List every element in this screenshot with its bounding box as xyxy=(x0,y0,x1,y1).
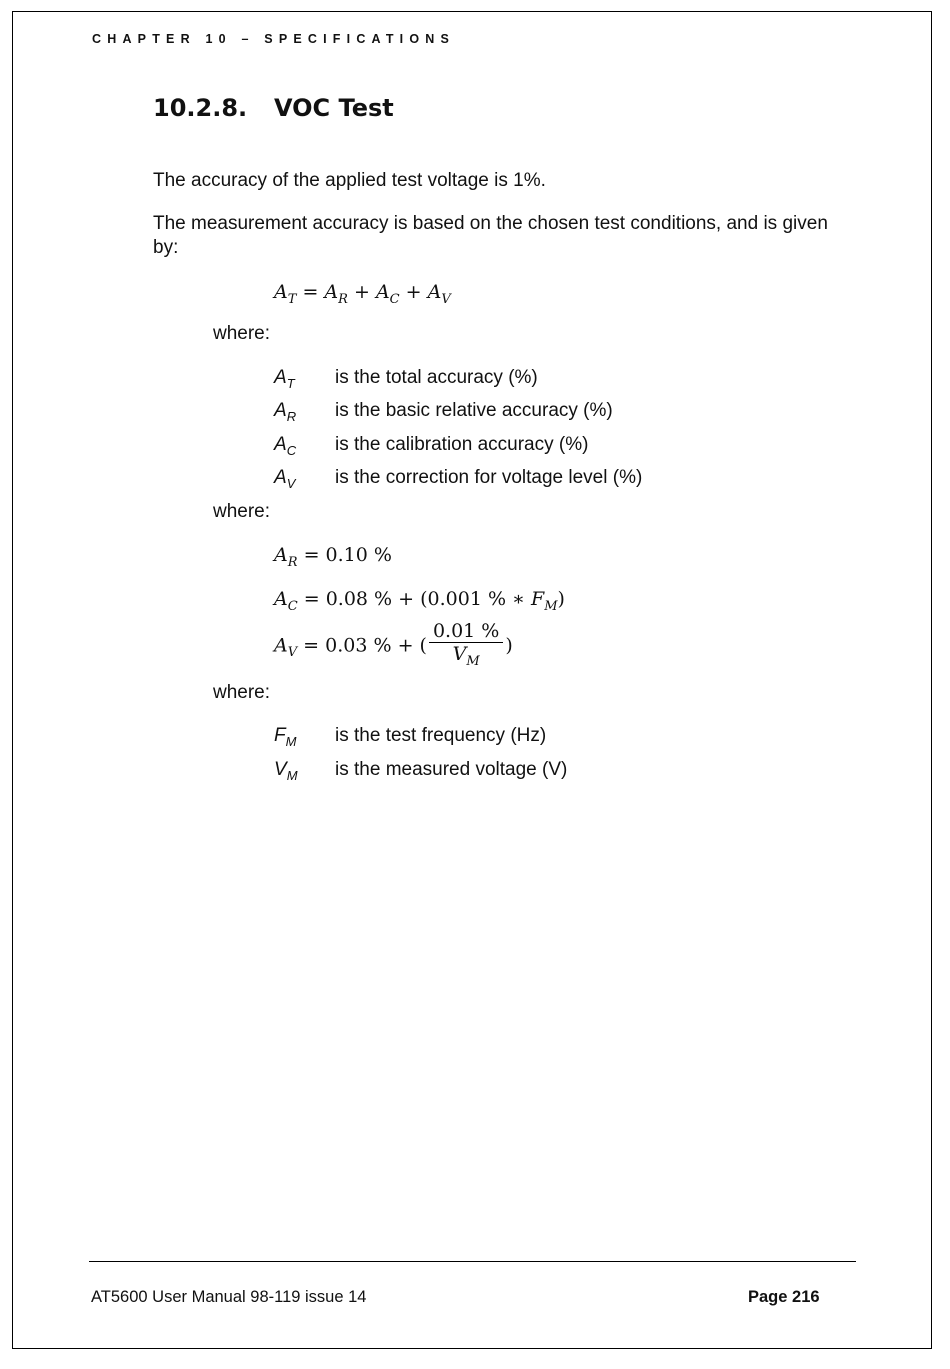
equation-total-accuracy: $A_T = A_R + A_C + A_V$ xyxy=(274,281,451,307)
equation-ac: $A_C = 0.08$ % + (0.001 % ∗ $F_M$) xyxy=(274,588,565,614)
chapter-header: CHAPTER 10 – SPECIFICATIONS xyxy=(92,32,456,46)
definition-ar: is the basic relative accuracy (%) xyxy=(335,400,613,421)
definition-fm: is the test frequency (Hz) xyxy=(335,725,547,746)
symbol-ar: $A_R$ xyxy=(274,400,297,424)
where-label-2: where: xyxy=(213,501,271,522)
footer-divider xyxy=(89,1261,856,1262)
section-title: VOC Test xyxy=(274,94,394,122)
paragraph-voltage-accuracy: The accuracy of the applied test voltage is 1%. xyxy=(153,170,546,191)
definition-ac: is the calibration accuracy (%) xyxy=(335,434,589,455)
symbol-at: $A_T$ xyxy=(274,367,295,391)
section-number: 10.2.8. xyxy=(153,94,248,122)
symbol-fm: $F_M$ xyxy=(274,725,297,749)
where-label-1: where: xyxy=(213,323,271,344)
paragraph-measurement-accuracy: The measurement accuracy is based on the chosen test conditions, and is given by: xyxy=(153,213,828,258)
symbol-vm: $V_M$ xyxy=(274,759,298,783)
where-label-3: where: xyxy=(213,682,271,703)
equation-av: $A_V = 0.03$ % + ( $\frac{0.01 \%}{V_M}$ ) xyxy=(274,620,513,673)
symbol-ac: $A_C$ xyxy=(274,434,297,458)
equation-ar: $A_R = 0.10$ % xyxy=(274,544,392,570)
footer-document-title: AT5600 User Manual 98-119 issue 14 xyxy=(91,1288,367,1306)
definition-av: is the correction for voltage level (%) xyxy=(335,467,643,488)
definition-vm: is the measured voltage (V) xyxy=(335,759,568,780)
page-number: Page 216 xyxy=(748,1288,820,1306)
symbol-av: $A_V$ xyxy=(274,467,296,491)
definition-at: is the total accuracy (%) xyxy=(335,367,538,388)
fraction: $\frac{0.01 \%}{V_M}$ xyxy=(429,620,503,673)
